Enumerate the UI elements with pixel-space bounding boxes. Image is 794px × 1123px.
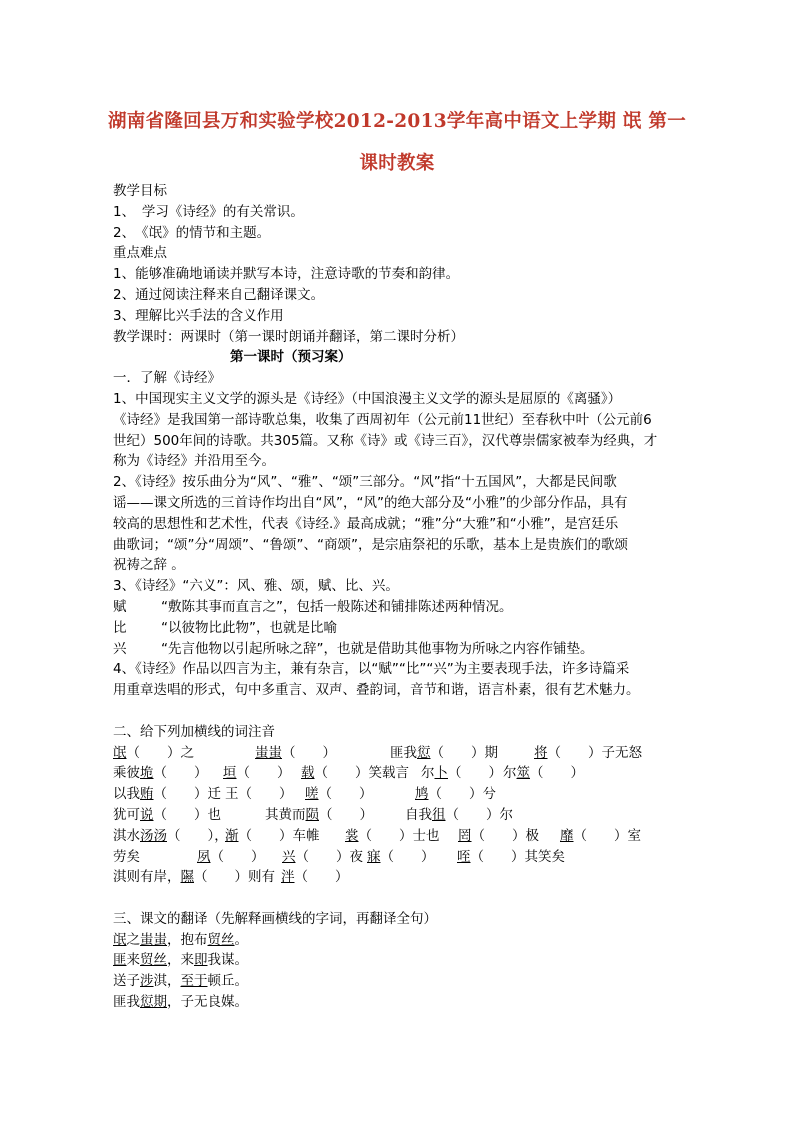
pinyin-item <box>458 826 560 847</box>
underlined-word: 贸丝 <box>140 952 167 969</box>
pinyin-item <box>405 805 555 826</box>
definition-bi <box>113 618 693 639</box>
pinyin-text: （ ） <box>238 786 293 803</box>
pinyin-item <box>113 867 281 888</box>
underlined-word: 靡 <box>560 827 574 844</box>
underlined-word: 兴 <box>282 848 296 865</box>
translation-text: 淇， <box>153 973 181 990</box>
translation-line <box>113 930 693 951</box>
definition-fu <box>113 597 693 618</box>
pinyin-item <box>367 847 457 868</box>
underlined-word: 垝 <box>140 765 154 782</box>
paragraph-line: 《诗经》是我国第一部诗歌总集，收集了西周初年（公元前11世纪）至春秋中叶（公元前6 <box>113 411 652 428</box>
pinyin-text: （ ）其笑矣 <box>470 848 565 865</box>
document-body <box>113 181 693 1013</box>
translation-text: 送子 <box>113 973 140 990</box>
underlined-word: 罔 <box>458 827 472 844</box>
paragraph-line: 曲歌词；“颂”分“周颂”、“鲁颂”、“商颂”，是宗庙祭祀的乐歌，基本上是贵族们的歌颂 <box>113 536 628 553</box>
definition-term: 比 <box>113 619 127 636</box>
pinyin-item <box>415 784 535 805</box>
class-hours: 教学课时：两课时（第一课时朗诵并翻译，第二课时分析） <box>113 328 464 345</box>
pinyin-item <box>113 805 265 826</box>
translation-text: ，来 <box>167 952 194 969</box>
pinyin-item <box>503 763 583 784</box>
translation-text: 之 <box>126 931 140 948</box>
translation-text: ，抱布 <box>167 931 208 948</box>
translation-text: 匪我 <box>113 994 140 1011</box>
underlined-word: 渐 <box>225 827 239 844</box>
pinyin-text: 犹可 <box>113 806 140 823</box>
pinyin-item <box>560 826 670 847</box>
underlined-word: 愆 <box>417 744 431 761</box>
pinyin-item <box>223 763 301 784</box>
underlined-word: 隰 <box>180 869 194 886</box>
paragraph-line: 4、《诗经》作品以四言为主，兼有杂言，以“赋”“比”“兴”为主要表现手法，许多诗篇采 <box>113 661 630 678</box>
translation-exercise <box>113 930 693 1013</box>
underlined-word: 徂 <box>432 806 446 823</box>
underlined-word: 泮 <box>281 869 295 886</box>
pinyin-text: （ ）车帷 <box>238 827 320 844</box>
translation-text: 来 <box>126 952 140 969</box>
underlined-word: 筮 <box>516 765 530 782</box>
pinyin-text: （ ）笑载言 <box>314 765 409 782</box>
pinyin-text: （ ） <box>318 786 373 803</box>
pinyin-text: 淇则有岸， <box>113 869 181 886</box>
pinyin-text: （ ）之 <box>126 744 194 761</box>
underlined-word: 贿 <box>140 786 154 803</box>
pinyin-item <box>345 826 458 847</box>
pinyin-text: 以我 <box>113 786 140 803</box>
underlined-word: 贸丝 <box>207 931 235 948</box>
pinyin-text: 自我 <box>405 806 432 823</box>
pinyin-item <box>255 743 390 764</box>
translation-line <box>113 992 693 1013</box>
underlined-word: 将 <box>534 744 548 761</box>
translation-text: 顿丘。 <box>207 973 248 990</box>
definition-term: 赋 <box>113 598 127 615</box>
pinyin-text: （ ）士也 <box>358 827 440 844</box>
pinyin-text: （ ） <box>380 848 435 865</box>
underlined-word: 嗟 <box>305 786 319 803</box>
pinyin-text: （ ）尔 <box>445 806 513 823</box>
pinyin-item <box>534 743 654 764</box>
translation-line <box>113 971 693 992</box>
pinyin-text: 尔 <box>421 765 435 782</box>
section2-heading: 二、给下列加横线的词注音 <box>113 723 275 740</box>
underlined-word: 夙 <box>197 848 211 865</box>
paragraph-line: 用重章迭唱的形式，句中多重言、双声、叠韵词，音节和谐，语言朴素，很有艺术魅力。 <box>113 682 640 699</box>
pinyin-text: （ ）室 <box>573 827 641 844</box>
paragraph-line: 2、《诗经》按乐曲分为“风”、“雅”、“颂”三部分。“风”指“十五国风”，大都是民间歌 <box>113 474 617 491</box>
document-title-line2: 课时教案 <box>359 153 435 174</box>
pinyin-item <box>197 847 282 868</box>
pinyin-row <box>113 826 693 847</box>
underlined-word: 汤汤 <box>140 827 167 844</box>
underlined-word: 鸠 <box>415 786 429 803</box>
pinyin-text: （ ） <box>319 806 373 823</box>
pinyin-text: （ ）兮 <box>428 786 496 803</box>
definition-text: “以彼物比此物”，也就是比喻 <box>161 619 337 636</box>
definition-text: “敷陈其事而直言之”，包括一般陈述和铺排陈述两种情况。 <box>161 598 513 615</box>
underlined-word: 氓 <box>113 744 127 761</box>
pinyin-text: 乘彼 <box>113 765 140 782</box>
spacer <box>113 888 693 909</box>
pinyin-item <box>113 826 228 847</box>
pinyin-row <box>113 867 693 888</box>
objective-item: 1、 学习《诗经》的有关常识。 <box>113 203 304 220</box>
definition-xing <box>113 639 693 660</box>
pinyin-item <box>225 784 305 805</box>
pinyin-text: 其黄而 <box>265 806 306 823</box>
underlined-word: 匪 <box>113 952 127 969</box>
underlined-word: 愆期 <box>140 994 167 1011</box>
paragraph-line: 谣——课文所选的三首诗作均出自“风”，“风”的绝大部分及“小雅”的少部分作品，具有 <box>113 494 628 511</box>
pinyin-text: 淇水 <box>113 827 140 844</box>
pinyin-text: （ ）也 <box>153 806 221 823</box>
pinyin-item <box>301 763 421 784</box>
paragraph-line: 世纪）500年间的诗歌。共305篇。又称《诗》或《诗三百》，汉代尊崇儒家被奉为经典，才 <box>113 432 658 449</box>
pinyin-item <box>457 847 597 868</box>
underlined-word: 寐 <box>367 848 381 865</box>
pinyin-item <box>113 743 255 764</box>
translation-text: 我谋。 <box>207 952 248 969</box>
pinyin-text: （ ） <box>294 869 349 886</box>
pinyin-item <box>282 847 367 868</box>
pinyin-text: 尔 <box>503 765 517 782</box>
pinyin-item <box>421 763 503 784</box>
underlined-word: 至于 <box>180 973 208 990</box>
underlined-word: 说 <box>140 806 154 823</box>
pinyin-text: （ ） <box>282 744 336 761</box>
pinyin-item <box>265 805 405 826</box>
pinyin-item <box>305 784 415 805</box>
key-point-item: 2、通过阅读注释来自己翻译课文。 <box>113 286 325 303</box>
paragraph-line: 3、《诗经》“六义”：风、雅、颂，赋、比、兴。 <box>113 578 399 595</box>
pinyin-text: （ ） <box>236 765 291 782</box>
underlined-word: 裳 <box>345 827 359 844</box>
pinyin-item <box>113 763 223 784</box>
pinyin-text: （ ） <box>530 765 584 782</box>
pinyin-text: （ ）期 <box>430 744 498 761</box>
key-points-heading: 重点难点 <box>113 245 167 262</box>
underlined-word: 蚩蚩 <box>255 744 282 761</box>
paragraph-line: 称为《诗经》并沿用至今。 <box>113 453 275 470</box>
key-point-item: 1、能够准确地诵读并默写本诗，注意诗歌的节奏和韵律。 <box>113 266 460 283</box>
pinyin-text: （ ）夜 <box>295 848 363 865</box>
key-point-item: 3、理解比兴手法的含义作用 <box>113 307 284 324</box>
pinyin-text: （ ）极 <box>471 827 539 844</box>
paragraph-line: 祝祷之辞 。 <box>113 557 185 574</box>
underlined-word: 垣 <box>223 765 237 782</box>
pinyin-text: （ ） <box>153 765 208 782</box>
pinyin-item <box>390 743 534 764</box>
paragraph-line: 较高的思想性和艺术性，代表《诗经.》最高成就；“雅”分“大雅”和“小雅”，是宫廷乐 <box>113 515 619 532</box>
pinyin-row <box>113 763 693 784</box>
underlined-word: 即 <box>194 952 208 969</box>
pinyin-row <box>113 805 693 826</box>
document-title-line1: 湖南省隆回县万和实验学校2012-2013学年高中语文上学期 氓 第一 <box>107 111 687 132</box>
underlined-word: 氓 <box>113 931 127 948</box>
pinyin-text: （ ）， <box>167 827 228 844</box>
pinyin-item <box>113 784 225 805</box>
underlined-word: 载 <box>301 765 315 782</box>
pinyin-text: （ ）迁 <box>153 786 221 803</box>
pinyin-row <box>113 743 693 764</box>
definition-term: 兴 <box>113 640 127 657</box>
pinyin-item <box>281 867 381 888</box>
pinyin-text: （ ）则有 <box>194 869 275 886</box>
underlined-word: 咥 <box>457 848 471 865</box>
underlined-word: 陨 <box>305 806 319 823</box>
pinyin-text: （ ）子无怒 <box>547 744 642 761</box>
pinyin-text: 王 <box>225 786 239 803</box>
section1-heading: 一．了解《诗经》 <box>113 370 221 387</box>
pinyin-item <box>113 847 197 868</box>
section3-heading: 三、课文的翻译（先解释画横线的字词，再翻译全句） <box>113 910 437 927</box>
underlined-word: 卜 <box>434 765 448 782</box>
pinyin-text: （ ） <box>210 848 265 865</box>
translation-text: ，子无良媒。 <box>167 994 248 1011</box>
translation-text: 。 <box>234 931 248 948</box>
pinyin-row <box>113 784 693 805</box>
pinyin-row <box>113 847 693 868</box>
pinyin-text: 劳矣 <box>113 848 140 865</box>
underlined-word: 涉 <box>140 973 154 990</box>
definition-text: “先言他物以引起所咏之辞”，也就是借助其他事物为所咏之内容作铺垫。 <box>161 640 594 657</box>
pinyin-text: （ ） <box>448 765 502 782</box>
underlined-word: 蚩蚩 <box>140 931 167 948</box>
objective-item: 2、 《氓》的情节和主题。 <box>113 224 271 241</box>
pinyin-text: 匪我 <box>390 744 417 761</box>
pinyin-exercise <box>113 743 693 889</box>
spacer <box>113 701 693 722</box>
translation-line <box>113 950 693 971</box>
objectives-heading: 教学目标 <box>113 183 167 199</box>
pinyin-item <box>225 826 345 847</box>
lesson-subheading: 第一课时（预习案） <box>230 349 352 366</box>
paragraph-line: 1、中国现实主义文学的源头是《诗经》（中国浪漫主义文学的源头是屈原的《离骚》） <box>113 390 622 407</box>
